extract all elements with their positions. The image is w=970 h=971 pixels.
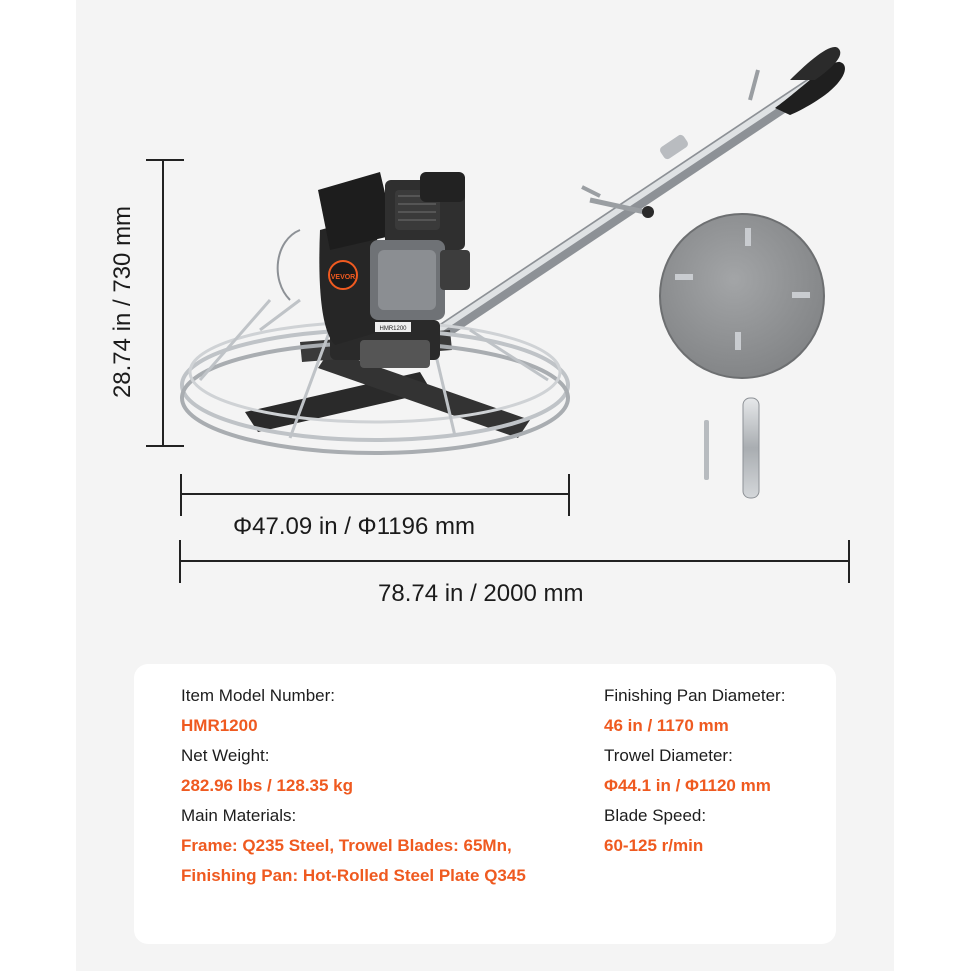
model-number-label: Item Model Number: bbox=[181, 686, 335, 705]
specs-right-column bbox=[604, 686, 785, 866]
specs-left-column bbox=[181, 686, 526, 896]
main-materials-value-line-2: Finishing Pan: Hot-Rolled Steel Plate Q345 bbox=[181, 866, 526, 885]
height-dimension-line bbox=[146, 160, 184, 446]
net-weight-value: 282.96 lbs / 128.35 kg bbox=[181, 776, 354, 795]
blade-speed-label: Blade Speed: bbox=[604, 806, 707, 825]
accessory-pins bbox=[704, 398, 759, 498]
height-dimension-label: 28.74 in / 730 mm bbox=[109, 205, 136, 399]
trowel-diameter-label: Trowel Diameter: bbox=[604, 746, 733, 765]
diameter-dimension-label: Φ47.09 in / Φ1196 mm bbox=[233, 513, 475, 540]
brand-badge-text: VEVOR bbox=[330, 274, 356, 281]
engine bbox=[278, 172, 470, 345]
specifications-card bbox=[134, 664, 836, 944]
trowel-diameter-value: Φ44.1 in / Φ1120 mm bbox=[604, 776, 771, 795]
engine-model-label: HMR1200 bbox=[379, 326, 407, 332]
length-dimension-label: 78.74 in / 2000 mm bbox=[378, 580, 584, 607]
handle-grip bbox=[775, 47, 845, 115]
main-materials-value-line-1: Frame: Q235 Steel, Trowel Blades: 65Mn, bbox=[181, 836, 512, 855]
pan-diameter-value: 46 in / 1170 mm bbox=[604, 716, 729, 735]
model-number-value: HMR1200 bbox=[181, 716, 258, 735]
length-dimension-line bbox=[180, 540, 849, 583]
diameter-dimension-line bbox=[181, 474, 569, 516]
pan-diameter-label: Finishing Pan Diameter: bbox=[604, 686, 786, 705]
main-materials-label: Main Materials: bbox=[181, 806, 297, 825]
finishing-pan bbox=[660, 214, 824, 378]
blade-speed-value: 60-125 r/min bbox=[604, 836, 704, 855]
net-weight-label: Net Weight: bbox=[181, 746, 270, 765]
